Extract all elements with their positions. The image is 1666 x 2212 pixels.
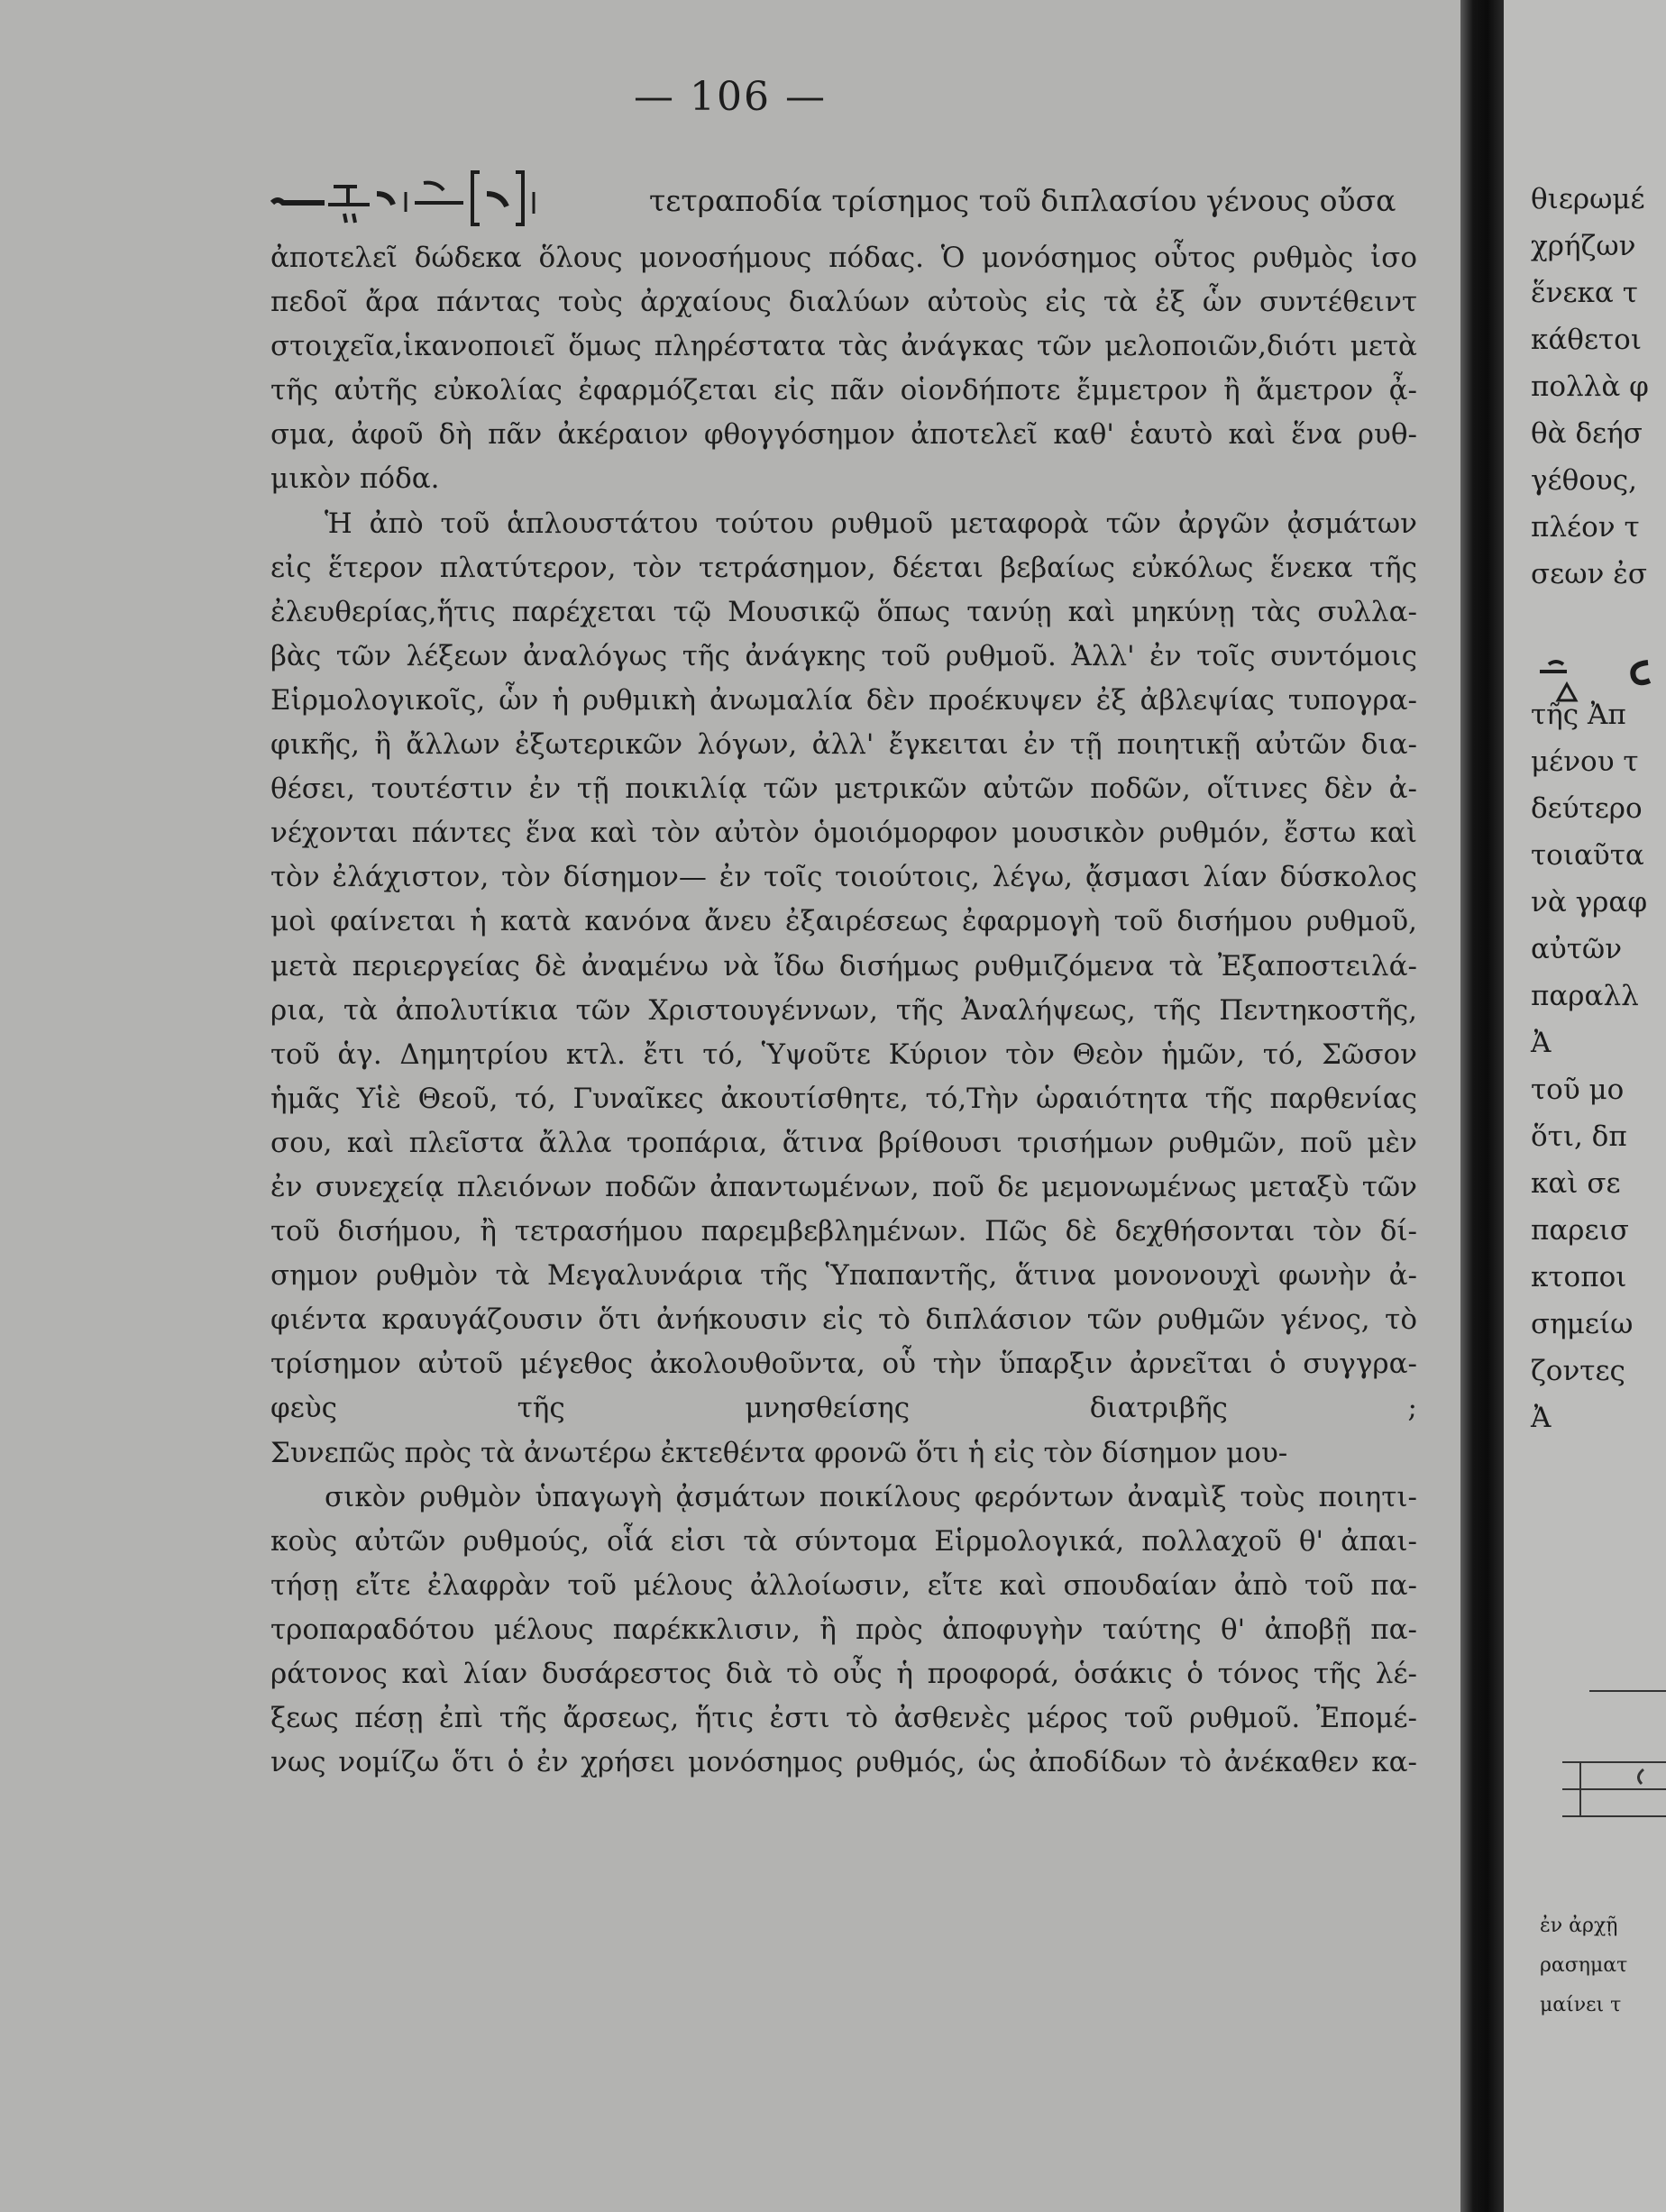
text-line: Εἱρμολογικοῖς, ὧν ἡ ρυθμικὴ ἀνωμαλία δὲν προέκυψεν ἐξ ἀβλεψίας τυπογρα- (270, 683, 1417, 717)
right-page-line: παρεισ (1531, 1214, 1629, 1247)
right-page-line: σεων ἐσ (1531, 558, 1647, 590)
music-staff-fragment (1562, 1753, 1666, 1834)
right-page-line: κτοποι (1531, 1261, 1627, 1293)
right-page-line: δεύτερο (1531, 792, 1643, 825)
right-page-line: ἕνεκα τ (1531, 277, 1638, 309)
book-gutter (1460, 0, 1504, 2212)
text-line: μικὸν πόδα. (270, 462, 440, 496)
right-page-line: κάθετοι (1531, 324, 1643, 356)
text-line: τρίσημον αὐτοῦ μέγεθος ἀκολουθοῦντα, οὗ τὴν ὕπαρξιν ἀρνεῖται ὁ συγγρα- (270, 1348, 1417, 1381)
right-page-line: πλέον τ (1531, 511, 1640, 544)
text-line: ράτονος καὶ λίαν δυσάρεστος διὰ τὸ οὖς ἡ προφορά, ὁσάκις ὁ τόνος τῆς λέ- (270, 1658, 1417, 1690)
right-page-line: σημείω (1531, 1308, 1634, 1340)
text-line: Ἡ ἀπὸ τοῦ ἁπλουστάτου τούτου ρυθμοῦ μεταφορὰ τῶν ἀργῶν ᾀσμάτων (325, 507, 1417, 540)
right-page-line: ζοντες (1531, 1355, 1625, 1387)
right-page-line: μένου τ (1531, 745, 1639, 778)
right-page-line: νὰ γραφ (1531, 886, 1648, 919)
text-line: σημον ρυθμὸν τὰ Μεγαλυνάρια τῆς Ὑπαπαντῆς, ἅτινα μονονουχὶ φωνὴν ἀ- (270, 1259, 1417, 1293)
text-line: μοὶ φαίνεται ἡ κατὰ κανόνα ἄνευ ἐξαιρέσεως ἐφαρμογὴ τοῦ δισήμου ρυθμοῦ, (270, 905, 1417, 938)
text-line: βὰς τῶν λέξεων ἀναλόγως τῆς ἀνάγκης τοῦ ρυθμοῦ. Ἀλλ' ἐν τοῖς συντόμοις (270, 639, 1417, 672)
text-line: σμα, ἀφοῦ δὴ πᾶν ἀκέραιον φθογγόσημον ἀποτελεῖ καθ' ἑαυτὸ καὶ ἕνα ρυθ- (270, 418, 1417, 452)
right-page-footnote-line: ρασηματ (1540, 1954, 1628, 1977)
text-line: φικῆς, ἢ ἄλλων ἐξωτερικῶν λόγων, ἀλλ' ἔγκειται ἐν τῇ ποιητικῇ αὐτῶν δια- (270, 728, 1417, 762)
right-page-line: τοιαῦτα (1531, 839, 1644, 872)
text-line: κοὺς αὐτῶν ρυθμούς, οἷά εἰσι τὰ σύντομα Εἱρμολογικά, πολλαχοῦ θ' ἀπαι- (270, 1524, 1417, 1558)
text-line: μετὰ περιεργείας δὲ ἀναμένω νὰ ἴδω δισήμως ρυθμιζόμενα τὰ Ἐξαποστειλά- (270, 949, 1417, 983)
neume-example-line (270, 167, 1424, 230)
text-line: ρια, τὰ ἀπολυτίκια τῶν Χριστουγέννων, τῆς Ἀναλήψεως, τῆς Πεντηκοστῆς, (270, 993, 1417, 1027)
text-line: τῆς αὐτῆς εὐκολίας ἐφαρμόζεται εἰς πᾶν οἱονδήποτε ἔμμετρον ἢ ἄμετρον ᾆ- (270, 374, 1417, 407)
text-line: φιέντα κραυγάζουσιν ὅτι ἀνήκουσιν εἰς τὸ διπλάσιον τῶν ρυθμῶν γένος, τὸ (270, 1303, 1417, 1337)
right-page (1504, 0, 1666, 2212)
right-page-line: χρήζων (1531, 230, 1636, 262)
text-line: ἀποτελεῖ δώδεκα ὅλους μονοσήμους πόδας. Ὁ μονόσημος οὗτος ρυθμὸς ἰσο (270, 242, 1417, 274)
right-page-line: Ἀ (1531, 1027, 1552, 1059)
text-line: τήσῃ εἴτε ἐλαφρὰν τοῦ μέλους ἀλλοίωσιν, εἴτε καὶ σπουδαίαν ἀπὸ τοῦ πα- (270, 1568, 1417, 1602)
right-page-lines (1531, 176, 1666, 1441)
text-line: νέχονται πάντες ἕνα καὶ τὸν αὐτὸν ὁμοιόμορφον μουσικὸν ρυθμόν, ἔστω καὶ (270, 817, 1417, 850)
right-page-line: γέθους, (1531, 464, 1637, 497)
right-page-line: τῆς Ἀπ (1531, 699, 1626, 731)
right-page-line: θὰ δεήσ (1531, 417, 1643, 450)
text-line: ἡμᾶς Υἱὲ Θεοῦ, τό, Γυναῖκες ἀκουτίσθητε, τό,Τὴν ὡραιότητα τῆς παρθενίας (270, 1082, 1417, 1115)
text-line: νως νομίζω ὅτι ὁ ἐν χρήσει μονόσημος ρυθμός, ὡς ἀποδίδων τὸ ἀνέκαθεν κα- (270, 1746, 1417, 1779)
text-line: θέσει, τουτέστιν ἐν τῇ ποικιλίᾳ τῶν μετρικῶν αὐτῶν ποδῶν, οἵτινες δὲν ἀ- (270, 772, 1417, 806)
text-line: σου, καὶ πλεῖστα ἄλλα τροπάρια, ἅτινα βρίθουσι τρισήμων ρυθμῶν, ποῦ μὲν (270, 1126, 1417, 1159)
text-line: πεδοῖ ἄρα πάντας τοὺς ἀρχαίους διαλύων αὐτοὺς εἰς τὰ ἐξ ὧν συντέθειντ (270, 286, 1417, 319)
right-page-line: Ἀ (1531, 1402, 1552, 1434)
text-line: ἐν συνεχείᾳ πλειόνων ποδῶν ἀπαντωμένων, ποῦ δε μεμονωμένως μεταξὺ τῶν (270, 1170, 1417, 1203)
text-line: τοῦ δισήμου, ἢ τετρασήμου παρεμβεβλημένων. Πῶς δὲ δεχθήσονται τὸν δί- (270, 1215, 1417, 1248)
text-line: στοιχεῖα,ἱκανοποιεῖ ὅμως πληρέστατα τὰς ἀνάγκας τῶν μελοποιῶν,διότι μετὰ (270, 330, 1417, 363)
text-line: σικὸν ρυθμὸν ὑπαγωγὴ ᾀσμάτων ποικίλους φερόντων ἀναμὶξ τοὺς ποιητι- (325, 1480, 1417, 1513)
right-page-footnote-line: ἐν ἀρχῇ (1540, 1915, 1618, 1937)
text-line: τοῦ ἁγ. Δημητρίου κτλ. ἔτι τό, Ὑψοῦτε Κύριον τὸν Θεὸν ἡμῶν, τό, Σῶσον (270, 1037, 1417, 1071)
text-line: φεὺς τῆς μνησθείσης διατριβῆς ; (270, 1392, 1417, 1425)
text-line: ξεως πέσῃ ἐπὶ τῆς ἄρσεως, ἥτις ἐστι τὸ ἀσθενὲς μέρος τοῦ ρυθμοῦ. Ἐπομέ- (270, 1702, 1417, 1735)
right-page-footnote (1540, 1906, 1627, 2025)
text-line: εἰς ἕτερον πλατύτερον, τὸν τετράσημον, δέεται βεβαίως εὐκόλως ἕνεκα τῆς (270, 551, 1417, 584)
footnote-rule (1589, 1690, 1666, 1692)
right-page-line: καὶ σε (1531, 1167, 1621, 1200)
body-text (270, 236, 1417, 1785)
right-page-line (1531, 598, 1666, 644)
neume-symbols (270, 167, 649, 230)
neume-fragment (1540, 644, 1666, 717)
text-line: τροπαραδότου μέλους παρέκκλισιν, ἢ πρὸς ἀποφυγὴν ταύτης θ' ἀποβῇ πα- (270, 1613, 1417, 1646)
right-page-line: παραλλ (1531, 980, 1639, 1012)
right-page-line: πολλὰ φ (1531, 370, 1649, 403)
text-line: ἐλευθερίας,ἥτις παρέχεται τῷ Μουσικῷ ὅπως τανύῃ καὶ μηκύνῃ τὰς συλλα- (270, 595, 1417, 628)
right-page-line: τοῦ μο (1531, 1074, 1625, 1106)
text-line: Συνεπῶς πρὸς τὰ ἀνωτέρω ἐκτεθέντα φρονῶ ὅτι ἡ εἰς τὸν δίσημον μου- (270, 1436, 1288, 1469)
right-page-line: ὅτι, δπ (1531, 1120, 1627, 1153)
right-page-line: αὐτῶν (1531, 933, 1623, 965)
neume-caption: τετραποδία τρίσημος τοῦ διπλασίου γένους οὔσα (649, 183, 1396, 218)
right-page-line: θιερωμέ (1531, 183, 1645, 215)
right-page-footnote-line: μαίνει τ (1540, 1994, 1622, 2016)
page-number: — 106 — (634, 74, 827, 120)
text-line: τὸν ἐλάχιστον, τὸν δίσημον— ἐν τοῖς τοιούτοις, λέγω, ᾄσμασι λίαν δύσκολος (270, 861, 1417, 894)
